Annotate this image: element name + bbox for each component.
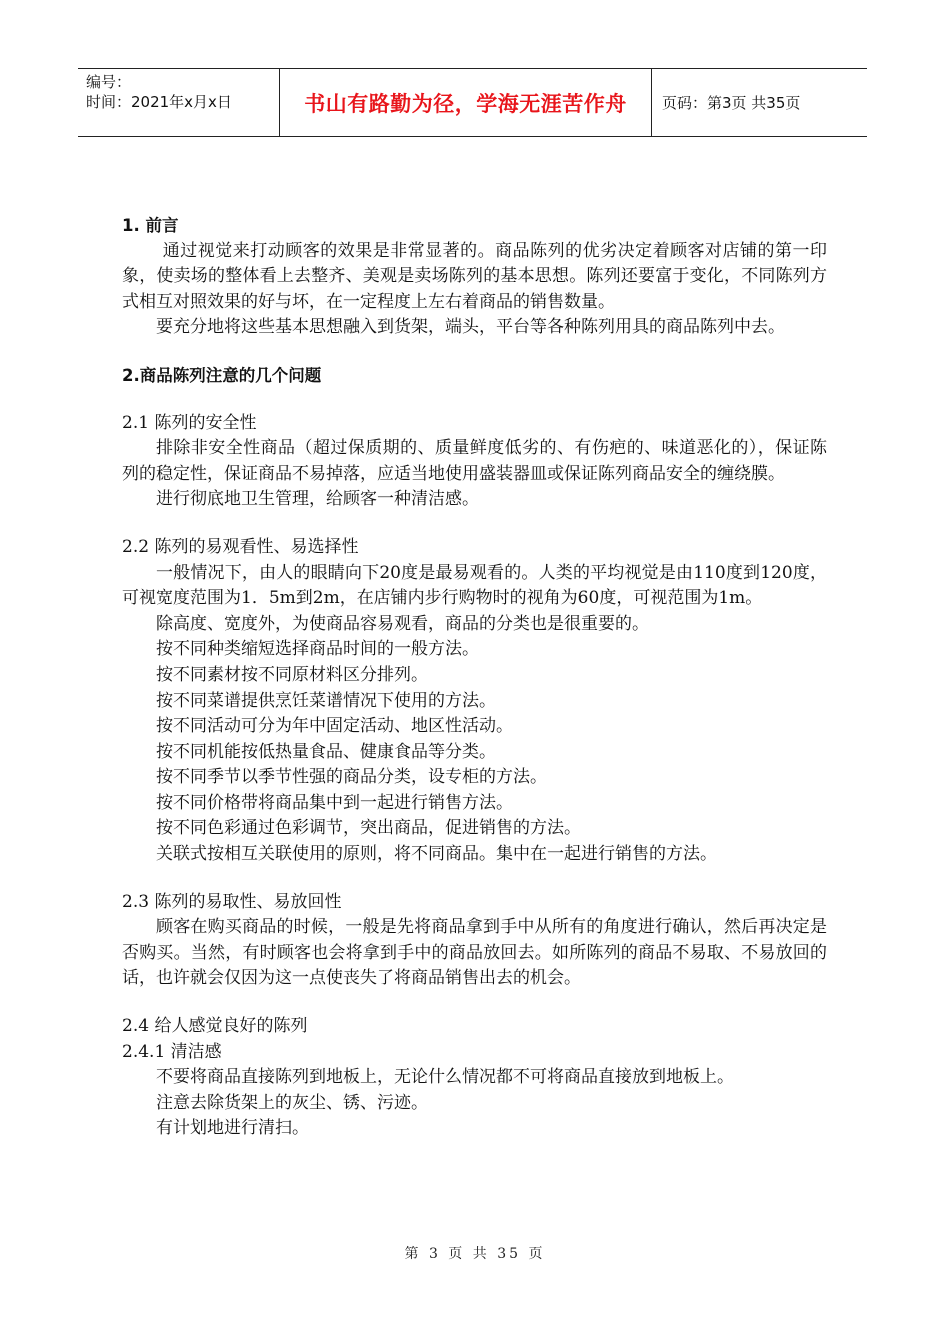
- document-header: [78, 68, 867, 137]
- section-2-4-1-title: 2.4.1 清洁感: [122, 1041, 222, 1062]
- code-label: 编号：: [86, 73, 132, 91]
- list-item: 按不同菜谱提供烹饪菜谱情况下使用的方法。: [156, 690, 496, 711]
- list-item: 关联式按相互关联使用的原则，将不同商品。集中在一起进行销售的方法。: [156, 844, 717, 865]
- list-item: 有计划地进行清扫。: [156, 1118, 309, 1139]
- section-2-1-paragraph-1: 排除非安全性商品（超过保质期的、质量鲜度低劣的、有伤疤的、味道恶化的），保证陈列的稳定性，保证商品不易掉落，应适当地使用盛装器皿或保证陈列商品安全的缠绕膜。: [122, 438, 827, 484]
- section-1-title: 1. 前言: [122, 216, 179, 235]
- header-meta: [78, 69, 280, 136]
- section-2-3-title: 2.3 陈列的易取性、易放回性: [122, 891, 342, 912]
- list-item: 按不同种类缩短选择商品时间的一般方法。: [156, 639, 479, 660]
- list-item: 不要将商品直接陈列到地板上，无论什么情况都不可将商品直接放到地板上。: [156, 1067, 734, 1088]
- list-item: 注意去除货架上的灰尘、锈、污迹。: [156, 1092, 428, 1113]
- section-2-2-title: 2.2 陈列的易观看性、易选择性: [122, 536, 359, 557]
- section-2-3-paragraph-1: 顾客在购买商品的时候，一般是先将商品拿到手中从所有的角度进行确认，然后再决定是否购买。当然，有时顾客也会将拿到手中的商品放回去。如所陈列的商品不易取、不易放回的话，也许就会仅因为这一点使丧失了将商品销售出去的机会。: [122, 917, 827, 989]
- section-2-1-paragraph-2: 进行彻底地卫生管理，给顾客一种清洁感。: [156, 489, 479, 510]
- list-item: 按不同活动可分为年中固定活动、地区性活动。: [156, 716, 513, 737]
- section-2-title: 2.商品陈列注意的几个问题: [122, 365, 322, 385]
- section-1-paragraph-2: 要充分地将这些基本思想融入到货架，端头，平台等各种陈列用具的商品陈列中去。: [156, 317, 785, 338]
- header-motto: 书山有路勤为径，学海无涯苦作舟: [280, 69, 652, 136]
- section-2-2-paragraph-1: 一般情况下，由人的眼睛向下20度是最易观看的。人类的平均视觉是由110度到120度，可视宽度范围为1．5m到2m，在店铺内步行购物时的视角为60度，可视范围为1m。: [122, 562, 827, 609]
- list-item: 按不同色彩通过色彩调节，突出商品，促进销售的方法。: [156, 818, 581, 839]
- page-footer: 第 3 页 共 35 页: [404, 1246, 546, 1262]
- section-2-1-title: 2.1 陈列的安全性: [122, 412, 257, 433]
- section-2-4-title: 2.4 给人感觉良好的陈列: [122, 1016, 308, 1037]
- header-page-info: 页码：第3页 共35页: [662, 94, 801, 112]
- list-item: 按不同季节以季节性强的商品分类，设专柜的方法。: [156, 767, 547, 788]
- date-label: 时间：2021年x月x日: [86, 93, 232, 111]
- list-item: 除高度、宽度外，为使商品容易观看，商品的分类也是很重要的。: [156, 613, 649, 634]
- list-item: 按不同价格带将商品集中到一起进行销售方法。: [156, 792, 513, 813]
- document-body: [122, 213, 827, 1142]
- section-1-paragraph-1: 通过视觉来打动顾客的效果是非常显著的。商品陈列的优劣决定着顾客对店铺的第一印象，使卖场的整体看上去整齐、美观是卖场陈列的基本思想。陈列还要富于变化，不同陈列方式相互对照效果的好与坏，在一定程度上左右着商品的销售数量。: [122, 240, 827, 312]
- list-item: 按不同素材按不同原材料区分排列。: [156, 664, 428, 685]
- list-item: 按不同机能按低热量食品、健康食品等分类。: [156, 741, 496, 762]
